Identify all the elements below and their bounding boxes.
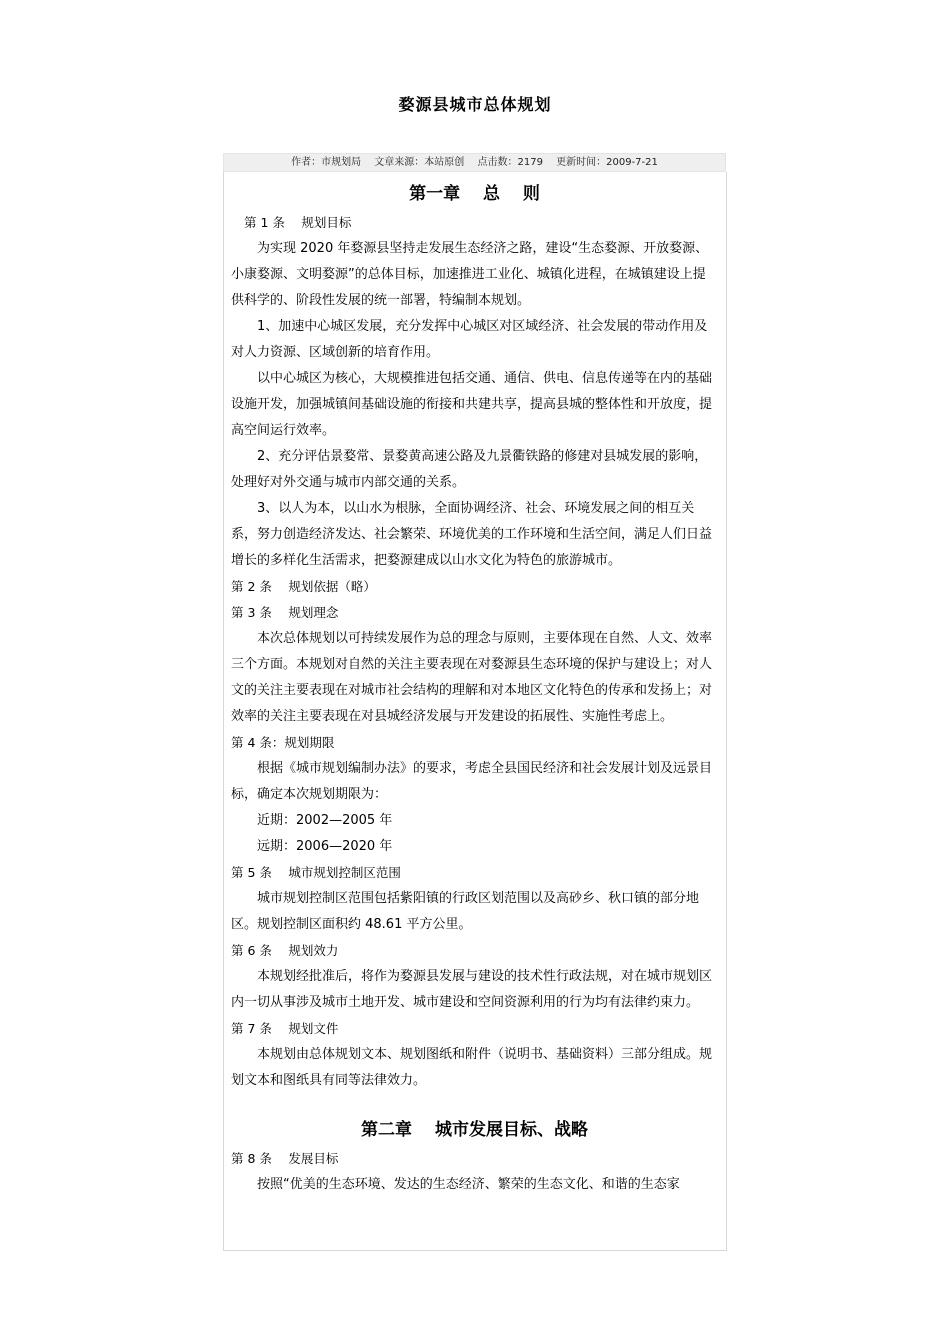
paragraph: 3、以人为本，以山水为根脉，全面协调经济、社会、环境发展之间的相互关系，努力创造经济发达、社会繁荣、环境优美的工作环境和生活空间，满足人们日益增长的多样化生活需求，把婺源建成以山水文化为特色的旅游城市。: [231, 501, 713, 568]
article-body: [223, 172, 727, 1251]
paragraph: 按照“优美的生态环境、发达的生态经济、繁荣的生态文化、和谐的生态家: [257, 1177, 680, 1192]
article-3-heading: 第 3 条 规划理念: [231, 605, 339, 620]
paragraph: 城市规划控制区范围包括紫阳镇的行政区划范围以及高砂乡、秋口镇的部分地区。规划控制区面积约 48.61 平方公里。: [231, 891, 700, 932]
paragraph: 远期：2006—2020 年: [257, 839, 393, 854]
paragraph: 本规划经批准后，将作为婺源县发展与建设的技术性行政法规，对在城市规划区内一切从事涉及城市土地开发、城市建设和空间资源利用的行为均有法律约束力。: [231, 969, 713, 1010]
paragraph: 本次总体规划以可持续发展作为总的理念与原则，主要体现在自然、人文、效率三个方面。本规划对自然的关注主要表现在对婺源县生态环境的保护与建设上；对人文的关注主要表现在对城市社会结构的理解和对本地区文化特色的传承和发扬上；对效率的关注主要表现在对县城经济发展与开发建设的拓展性、实施性考虑上。: [231, 631, 713, 724]
article-meta-bar: [223, 153, 726, 172]
paragraph: 为实现 2020 年婺源县坚持走发展生态经济之路，建设“生态婺源、开放婺源、小康婺源、文明婺源”的总体目标，加速推进工业化、城镇化进程，在城镇建设上提供科学的、阶段性发展的统一部署，特编制本规划。: [231, 241, 709, 308]
article-7-heading: 第 7 条 规划文件: [231, 1021, 339, 1036]
article-5-heading: 第 5 条 城市规划控制区范围: [231, 865, 401, 880]
article-8-heading: 第 8 条 发展目标: [231, 1151, 339, 1166]
page-title: 婺源县城市总体规划: [398, 95, 552, 114]
author-text: 作者：市规划局: [291, 157, 362, 168]
paragraph: 根据《城市规划编制办法》的要求，考虑全县国民经济和社会发展计划及远景目标，确定本次规划期限为：: [231, 761, 713, 802]
update-time: 更新时间：2009-7-21: [556, 157, 658, 168]
paragraph: 1、加速中心城区发展，充分发挥中心城区对区域经济、社会发展的带动作用及对人力资源、区域创新的培育作用。: [231, 319, 708, 360]
click-count: 点击数：2179: [477, 157, 543, 168]
article-2-heading: 第 2 条 规划依据（略）: [231, 579, 376, 594]
paragraph: 本规划由总体规划文本、规划图纸和附件（说明书、基础资料）三部分组成。规划文本和图纸具有同等法律效力。: [231, 1047, 713, 1088]
article-6-heading: 第 6 条 规划效力: [231, 943, 339, 958]
paragraph: 近期：2002—2005 年: [257, 813, 393, 828]
chapter-1-heading: 第一章 总 则: [409, 184, 540, 204]
chapter-2-heading: 第二章 城市发展目标、战略: [361, 1120, 588, 1140]
paragraph: 2、充分评估景婺常、景婺黄高速公路及九景衢铁路的修建对县城发展的影响，处理好对外交通与城市内部交通的关系。: [231, 449, 708, 490]
article-4-heading: 第 4 条：规划期限: [231, 735, 335, 750]
paragraph: 以中心城区为核心，大规模推进包括交通、通信、供电、信息传递等在内的基础设施开发，加强城镇间基础设施的衔接和共建共享，提高县城的整体性和开放度，提高空间运行效率。: [231, 371, 713, 438]
source-text: 文章来源：本站原创: [374, 157, 465, 168]
article-1-heading: 第 1 条 规划目标: [244, 215, 352, 230]
